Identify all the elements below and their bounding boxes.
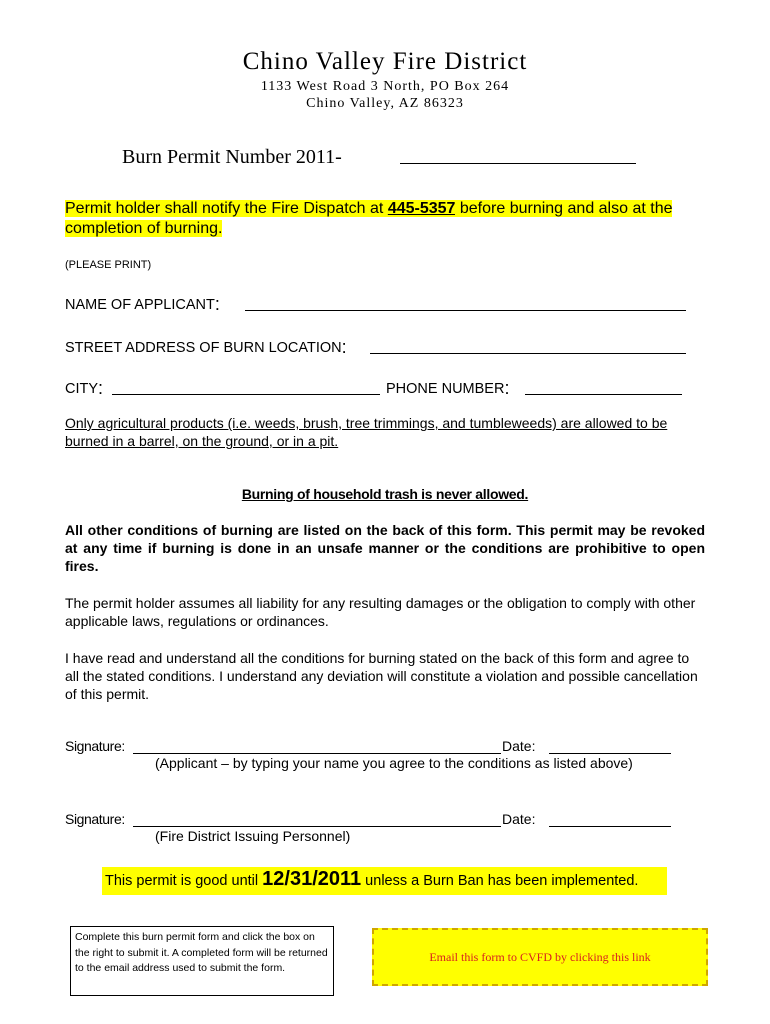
applicant-date-label: Date:	[502, 738, 536, 754]
validity-statement	[105, 868, 638, 891]
email-form-button[interactable]	[372, 928, 708, 986]
trash-rule: Burning of household trash is never allowed.	[241, 486, 529, 502]
submit-instructions-box: Complete this burn permit form and click the box on the right to submit it. A completed form will be returned to the email address used to submit the form.	[70, 926, 334, 996]
personnel-signature-caption: (Fire District Issuing Personnel)	[155, 828, 351, 844]
personnel-signature-input[interactable]	[133, 826, 501, 827]
validity-after: unless a Burn Ban has been implemented.	[361, 873, 639, 889]
agricultural-rule: Only agricultural products (i.e. weeds, brush, tree trimmings, and tumbleweeds) are allowed to be burned in a barrel, on the ground, or in a pit.	[65, 415, 668, 449]
phone-label	[386, 378, 509, 399]
address-line-1: 1133 West Road 3 North, PO Box 264	[260, 79, 510, 94]
street-label-text: STREET ADDRESS OF BURN LOCATION	[65, 340, 342, 356]
validity-before: This permit is good until	[105, 873, 263, 889]
personnel-date-input[interactable]	[549, 826, 671, 827]
name-label	[65, 294, 220, 315]
city-colon: :	[98, 378, 104, 398]
permit-number-field[interactable]	[400, 163, 636, 164]
street-address-input[interactable]	[370, 353, 686, 354]
street-label	[65, 337, 347, 358]
email-form-link-text: Email this form to CVFD by clicking this link	[429, 949, 651, 964]
district-title: Chino Valley Fire District	[242, 48, 528, 75]
applicant-signature-label: Signature:	[65, 738, 125, 754]
conditions-paragraph: All other conditions of burning are listed on the back of this form. This permit may be revoked at any time if burning is done in an unsafe manner or the conditions are prohibitive to open fires.	[65, 522, 705, 574]
city-input[interactable]	[112, 394, 380, 395]
personnel-signature-label: Signature:	[65, 811, 125, 827]
dispatch-notice	[65, 199, 705, 239]
name-label-text: NAME OF APPLICANT	[65, 297, 215, 313]
city-label-text: CITY	[65, 381, 99, 397]
agreement-paragraph: I have read and understand all the conditions for burning stated on the back of this form and agree to all the stated conditions. I understand any deviation will constitute a violation and possible cancellation of this permit.	[65, 650, 698, 702]
name-input[interactable]	[245, 310, 686, 311]
notice-text-before: Permit holder shall notify the Fire Dispatch at	[65, 200, 388, 217]
phone-label-text: PHONE NUMBER	[386, 381, 505, 397]
applicant-signature-caption: (Applicant – by typing your name you agree to the conditions as listed above)	[155, 755, 633, 771]
street-colon: :	[341, 337, 347, 357]
please-print-note: (PLEASE PRINT)	[65, 259, 152, 271]
permit-number-label: Burn Permit Number 2011-	[122, 146, 342, 168]
applicant-date-input[interactable]	[549, 753, 671, 754]
notice-text-after: before burning and also at the completion of burning.	[65, 200, 673, 237]
phone-colon: :	[504, 378, 510, 398]
name-colon: :	[214, 294, 220, 314]
validity-date: 12/31/2011	[262, 868, 362, 890]
personnel-date-label: Date:	[502, 811, 536, 827]
phone-input[interactable]	[525, 394, 682, 395]
applicant-signature-input[interactable]	[133, 753, 501, 754]
city-label	[65, 378, 103, 399]
dispatch-phone: 445-5357	[387, 200, 456, 217]
liability-paragraph: The permit holder assumes all liability for any resulting damages or the obligation to comply with other applicable laws, regulations or ordinances.	[65, 595, 696, 629]
address-line-2: Chino Valley, AZ 86323	[306, 96, 464, 111]
